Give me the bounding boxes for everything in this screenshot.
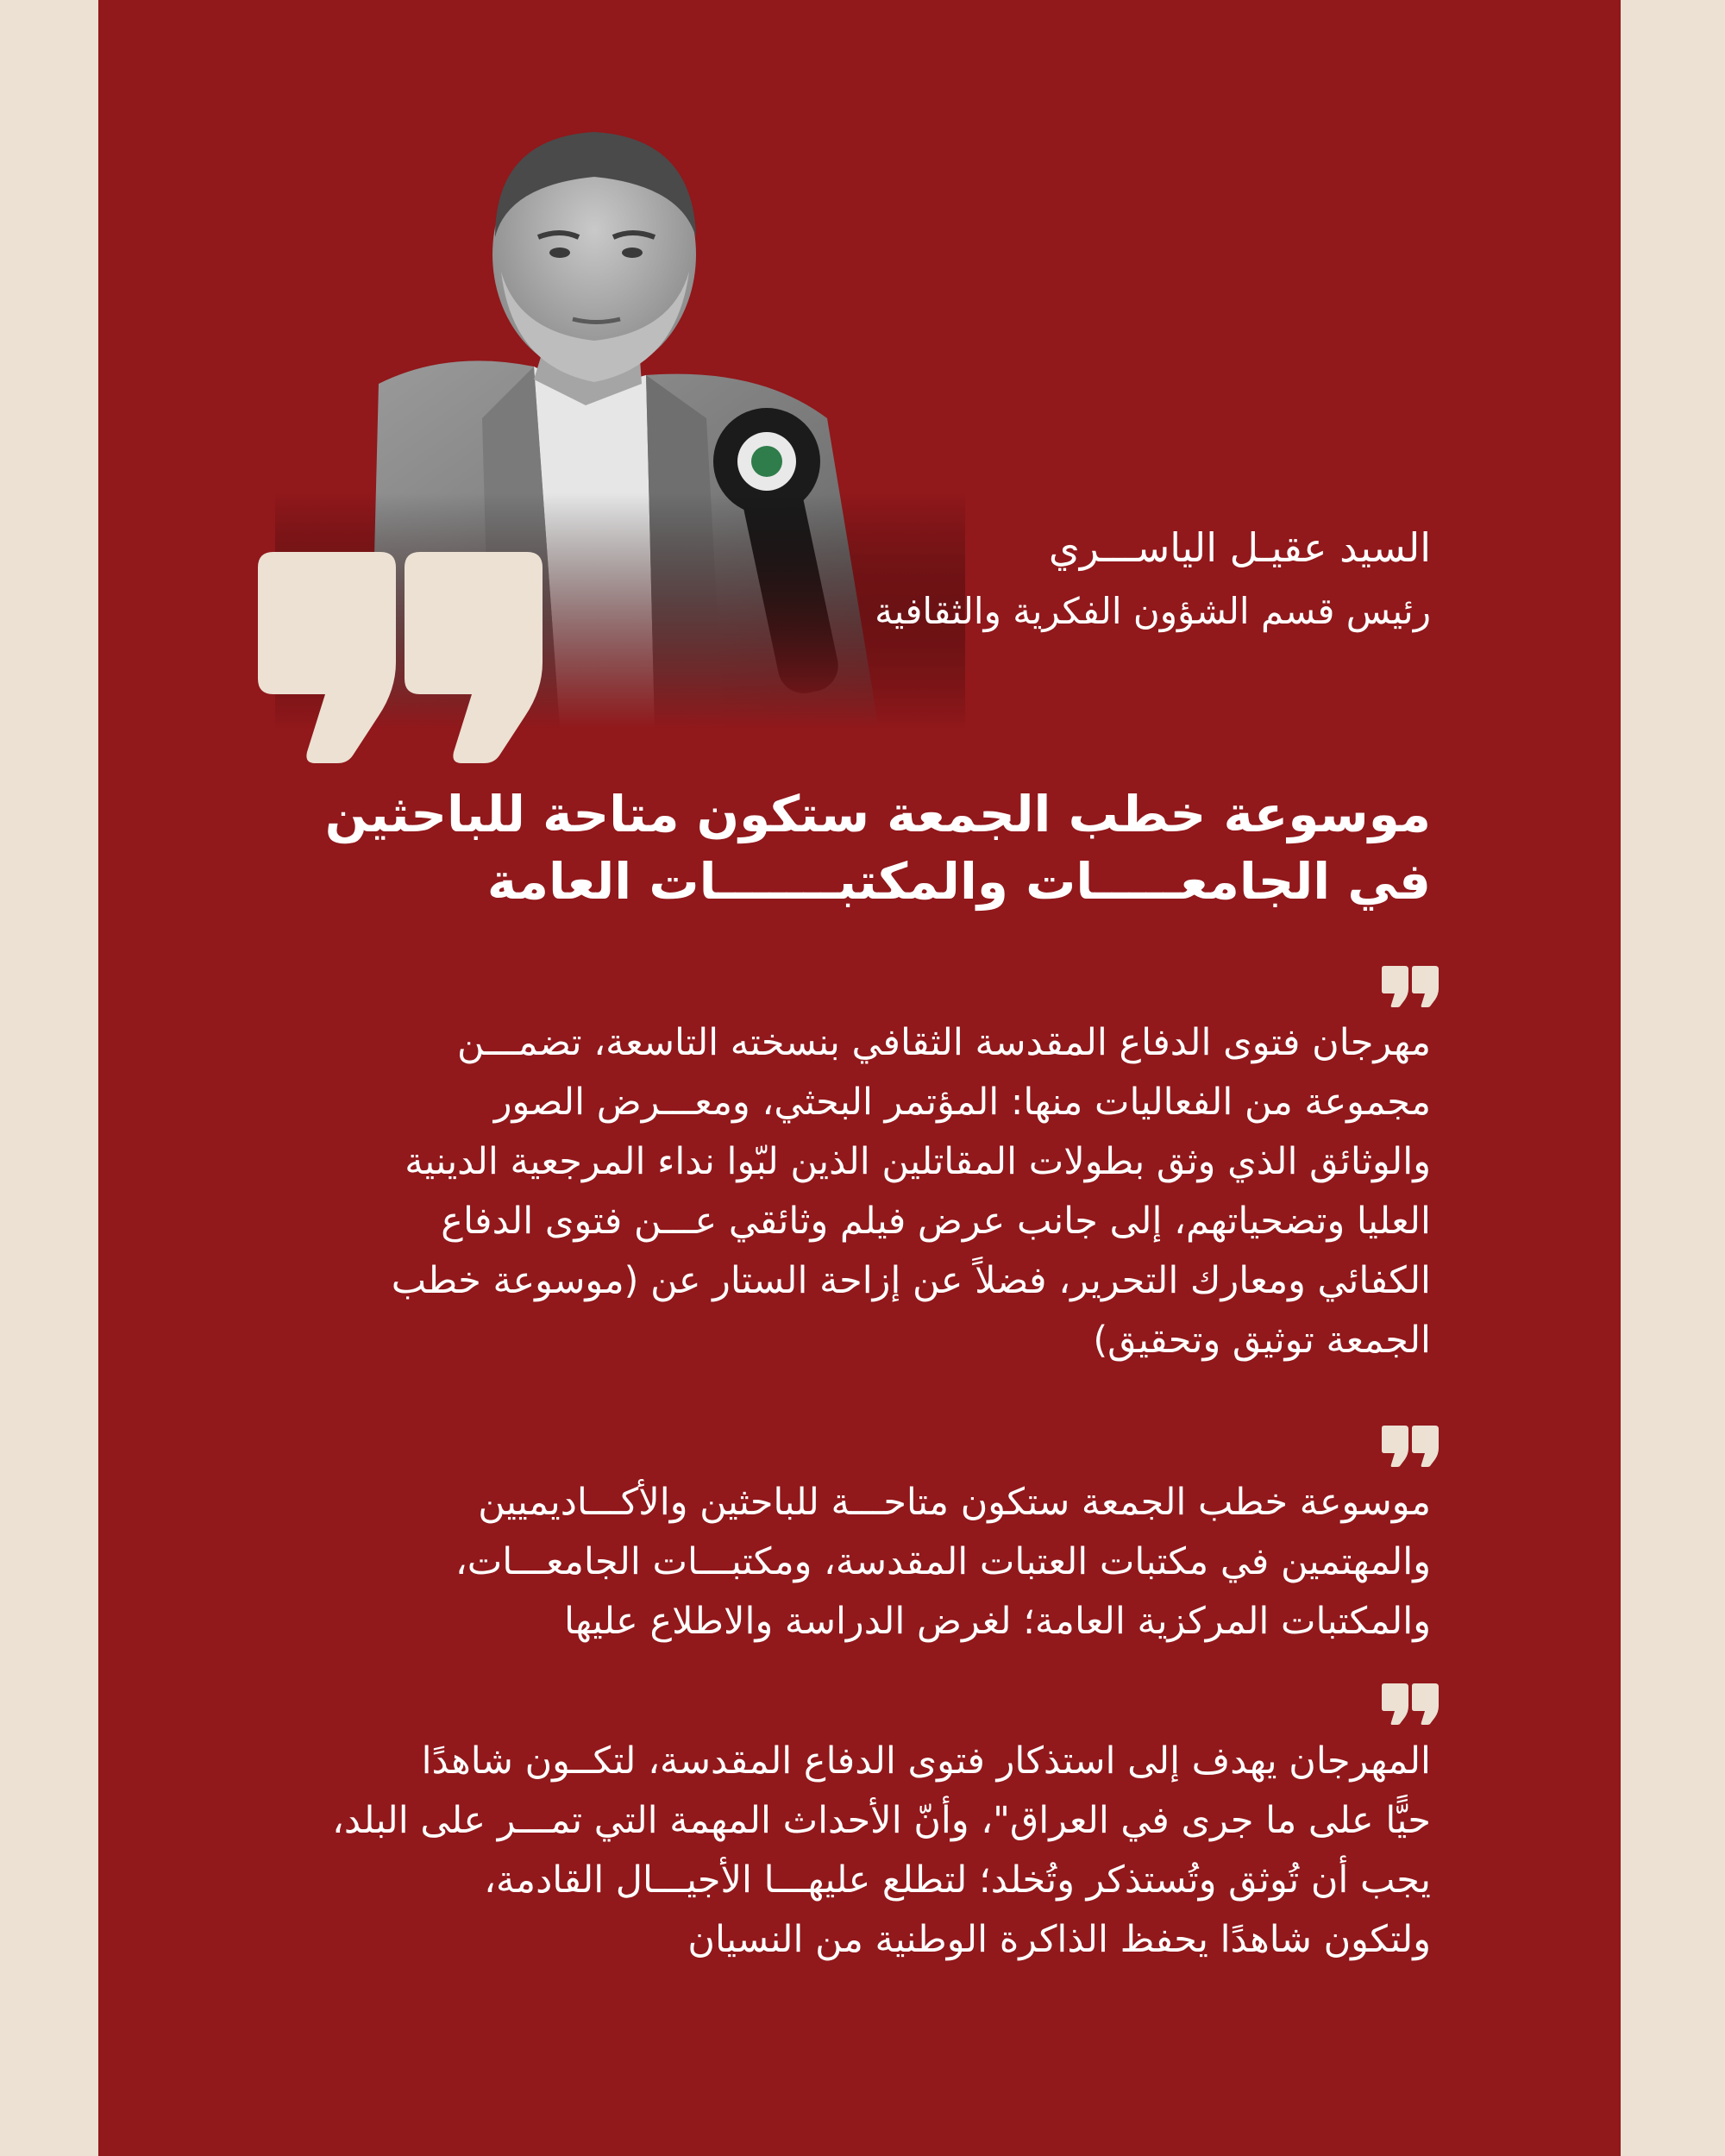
speaker-role: رئيس قسم الشؤون الفكرية والثقافية [875, 590, 1431, 632]
quote-mark-icon [258, 552, 543, 763]
paragraph-goal [254, 1732, 1431, 1970]
paragraph-line: والوثائق الذي وثق بطولات المقاتلين الذين لبّوا نداء المرجعية الدينية [405, 1140, 1431, 1183]
paragraph-line: مجموعة من الفعاليات منها: المؤتمر البحثي، ومعـــرض الصور [493, 1081, 1431, 1124]
paragraph-line: المهرجان يهدف إلى استذكار فتوى الدفاع المقدسة، لتكــون شاهدًا [421, 1739, 1431, 1783]
headline-line: في الجامعـــــات والمكتبـــــــات العامة [486, 852, 1431, 911]
paragraph-encyclopedia [254, 1473, 1431, 1651]
speaker-info [810, 517, 1431, 642]
headline-line: موسوعة خطب الجمعة ستكون متاحة للباحثين [324, 785, 1431, 843]
paragraph-line: والمهتمين في مكتبات العتبات المقدسة، ومكتبـــات الجامعـــات، [455, 1540, 1431, 1583]
headline [258, 780, 1431, 915]
paragraph-line: مهرجان فتوى الدفاع المقدسة الثقافي بنسخته التاسعة، تضمـــن [456, 1021, 1431, 1064]
paragraph-line: حيًّا على ما جرى في العراق"، وأنّ الأحداث المهمة التي تمـــر على البلد، [331, 1799, 1431, 1842]
content-panel [98, 0, 1621, 2156]
paragraph-line: موسوعة خطب الجمعة ستكون متاحـــة للباحثين والأكـــاديميين [478, 1481, 1431, 1524]
paragraph-line: العليا وتضحياتهم، إلى جانب عرض فيلم وثائقي عـــن فتوى الدفاع [441, 1200, 1431, 1243]
paragraph-line: الكفائي ومعارك التحرير، فضلاً عن إزاحة الستار عن (موسوعة خطب [391, 1259, 1431, 1302]
quote-mark-icon [1382, 1683, 1439, 1725]
quote-mark-icon [1382, 1426, 1439, 1467]
paragraph-festival [254, 1013, 1431, 1370]
quote-mark-icon [1382, 966, 1439, 1007]
speaker-name: السيد عقيـل الياســـري [1048, 524, 1431, 571]
paragraph-line: والمكتبات المركزية العامة؛ لغرض الدراسة والاطلاع عليها [564, 1600, 1431, 1643]
paragraph-line: الجمعة توثيق وتحقيق) [1093, 1319, 1431, 1362]
paragraph-line: ولتكون شاهدًا يحفظ الذاكرة الوطنية من النسيان [687, 1918, 1431, 1961]
paragraph-line: يجب أن تُوثق وتُستذكر وتُخلد؛ لتطلع عليهـــا الأجيـــال القادمة، [484, 1858, 1431, 1902]
